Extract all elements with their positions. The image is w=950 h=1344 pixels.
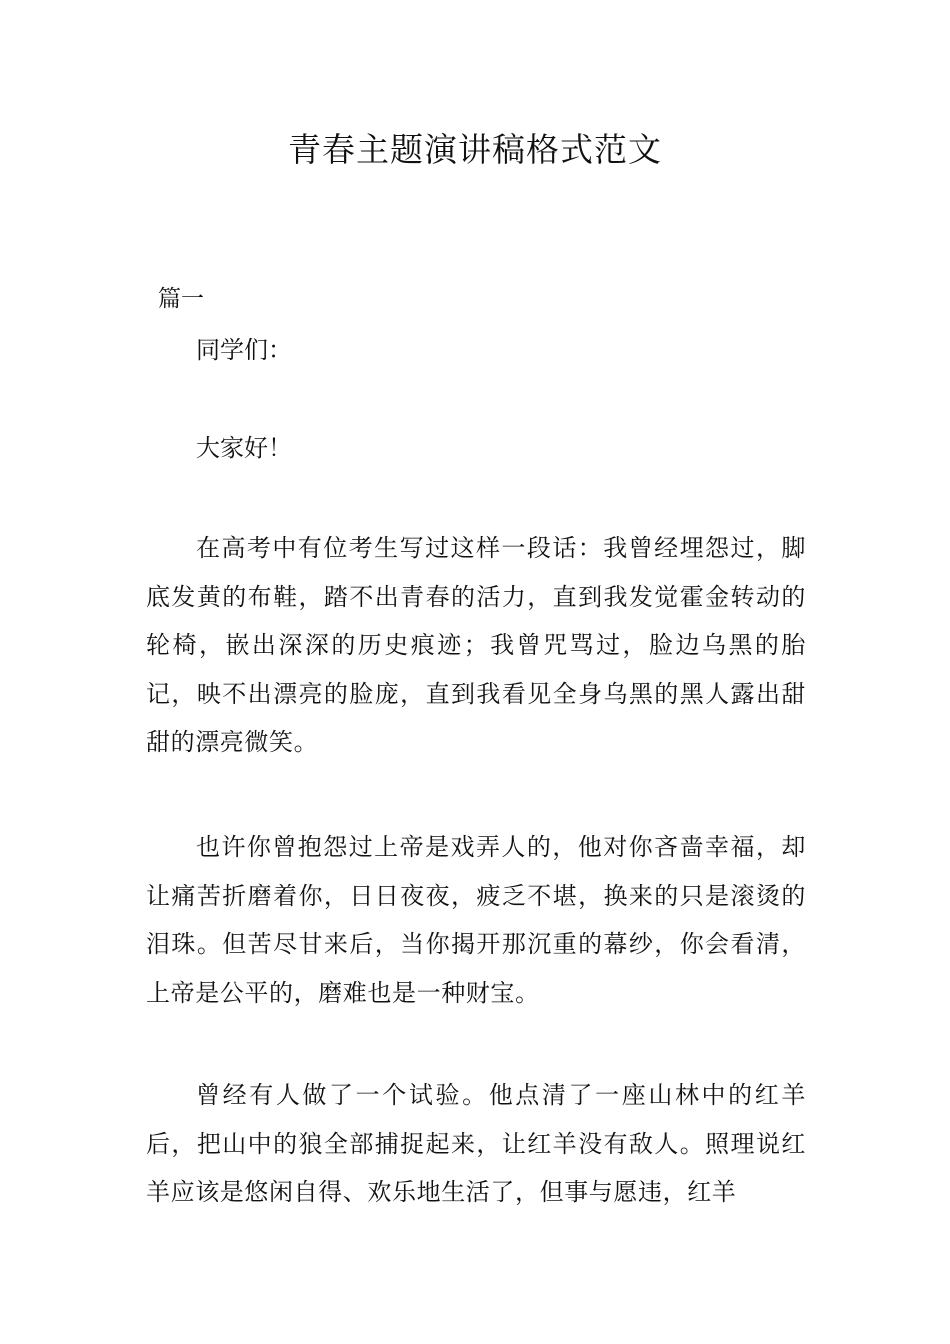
- greeting: 大家好！: [196, 434, 292, 462]
- salutation: 同学们：: [196, 336, 292, 364]
- section-label: 篇一: [158, 286, 204, 312]
- paragraph-3: 曾经有人做了一个试验。他点清了一座山林中的红羊后，把山中的狼全部捕捉起来，让红羊没有敌人。照理说红羊应该是悠闲自得、欢乐地生活了，但事与愿违，红羊: [146, 1081, 806, 1206]
- document-title: 青春主题演讲稿格式范文: [288, 130, 662, 169]
- paragraph-1: 在高考中有位考生写过这样一段话：我曾经埋怨过，脚底发黄的布鞋，踏不出青春的活力，直到我发觉霍金转动的轮椅，嵌出深深的历史痕迹；我曾咒骂过，脸边乌黑的胎记，映不出漂亮的脸庞，直到我看见全身乌黑的黑人露出甜甜的漂亮微笑。: [146, 534, 806, 756]
- paragraph-2: 也许你曾抱怨过上帝是戏弄人的，他对你吝啬幸福，却让痛苦折磨着你，日日夜夜，疲乏不堪，换来的只是滚烫的泪珠。但苦尽甘来后，当你揭开那沉重的幕纱，你会看清，上帝是公平的，磨难也是一种财宝。: [146, 833, 806, 1007]
